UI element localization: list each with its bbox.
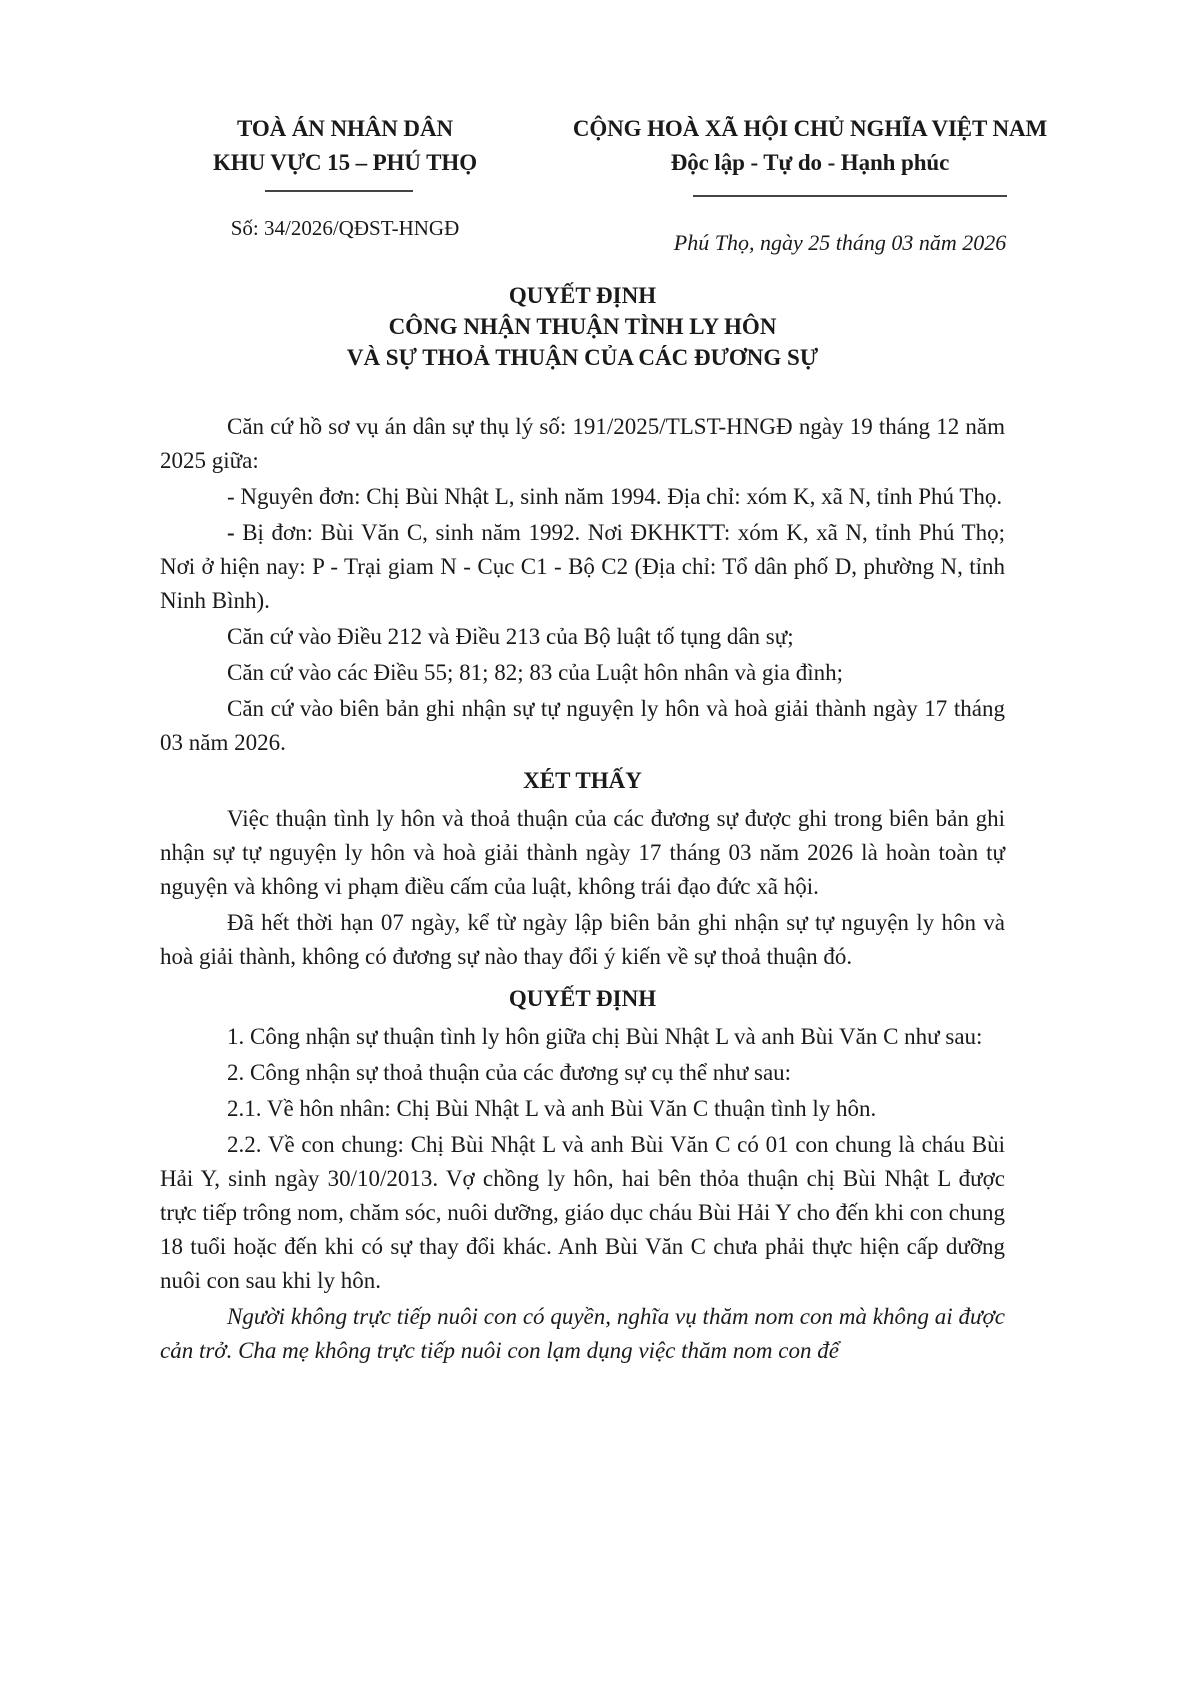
document-body [160, 410, 1005, 1370]
court-header-underline [265, 190, 413, 192]
national-motto: Độc lập - Tự do - Hạnh phúc [670, 150, 950, 175]
title-line-3: VÀ SỰ THOẢ THUẬN CỦA CÁC ĐƯƠNG SỰ [346, 345, 819, 370]
legal-basis-2: Căn cứ vào các Điều 55; 81; 82; 83 của Luật hôn nhân và gia đình; [227, 660, 844, 685]
document-number: Số: 34/2026/QĐST-HNGĐ [230, 216, 460, 240]
place-date: Phú Thọ, ngày 25 tháng 03 năm 2026 [673, 230, 1007, 255]
decision-item-1: 1. Công nhận sự thuận tình ly hôn giữa chị Bùi Nhật L và anh Bùi Văn C như sau: [227, 1024, 983, 1049]
defendant-dash: - [227, 520, 235, 545]
defendant-text: Bị đơn: Bùi Văn C, sinh năm 1992. Nơi ĐKHKTT: xóm K, xã N, tỉnh Phú Thọ; Nơi ở hiện nay: P - Trại giam N - Cục C1 - Bộ C2 (Địa chỉ: Tổ dân phố D, phường N, tỉnh Ninh Bình). [160, 520, 1005, 613]
title-line-1: QUYẾT ĐỊNH [508, 283, 657, 308]
national-header [560, 112, 1060, 180]
findings-paragraph-1: Việc thuận tình ly hôn và thoả thuận của các đương sự được ghi trong biên bản ghi nhận sự tự nguyện ly hôn và hoà giải thành ngày 17 tháng 03 năm 2026 là hoàn toàn tự nguyện và không vi phạm điều cấm của luật, không trái đạo đức xã hội. [160, 806, 1005, 899]
findings-paragraph-2: Đã hết thời hạn 07 ngày, kể từ ngày lập biên bản ghi nhận sự tự nguyện ly hôn và hoà giải thành, không có đương sự nào thay đổi ý kiến về sự thoả thuận đó. [160, 910, 1005, 969]
decision-visitation-note: Người không trực tiếp nuôi con có quyền, nghĩa vụ thăm nom con mà không ai được cản trở. Cha mẹ không trực tiếp nuôi con lạm dụng việc thăm nom con để [160, 1304, 1005, 1363]
decision-item-2-2: 2.2. Về con chung: Chị Bùi Nhật L và anh Bùi Văn C có 01 con chung là cháu Bùi Hải Y, sinh ngày 30/10/2013. Vợ chồng ly hôn, hai bên thỏa thuận chị Bùi Nhật L được trực tiếp trông nom, chăm sóc, nuôi dưỡng, giáo dục cháu Bùi Hải Y cho đến khi con chung 18 tuổi hoặc đến khi có sự thay đổi khác. Anh Bùi Văn C chưa phải thực hiện cấp dưỡng nuôi con sau khi ly hôn. [160, 1132, 1005, 1293]
court-region: KHU VỰC 15 – PHÚ THỌ [212, 150, 477, 175]
decision-heading: QUYẾT ĐỊNH [508, 986, 657, 1011]
legal-basis-1: Căn cứ vào Điều 212 và Điều 213 của Bộ luật tố tụng dân sự; [227, 624, 794, 649]
decision-item-2-1: 2.1. Về hôn nhân: Chị Bùi Nhật L và anh Bùi Văn C thuận tình ly hôn. [227, 1096, 877, 1121]
court-name: TOÀ ÁN NHÂN DÂN [237, 116, 453, 141]
preamble-defendant [160, 516, 1005, 618]
title-line-2: CÔNG NHẬN THUẬN TÌNH LY HÔN [388, 314, 777, 339]
legal-basis-3: Căn cứ vào biên bản ghi nhận sự tự nguyện ly hôn và hoà giải thành ngày 17 tháng 03 năm 2026. [160, 696, 1005, 755]
court-header [200, 112, 490, 180]
findings-heading: XÉT THẤY [523, 768, 642, 793]
national-title: CỘNG HOÀ XÃ HỘI CHỦ NGHĨA VIỆT NAM [572, 116, 1048, 141]
document-title [160, 280, 1005, 373]
decision-item-2: 2. Công nhận sự thoả thuận của các đương sự cụ thể như sau: [227, 1060, 792, 1085]
national-header-underline [693, 195, 1007, 197]
preamble-plaintiff: - Nguyên đơn: Chị Bùi Nhật L, sinh năm 1994. Địa chỉ: xóm K, xã N, tỉnh Phú Thọ. [227, 484, 1003, 509]
preamble-case-file: Căn cứ hồ sơ vụ án dân sự thụ lý số: 191/2025/TLST-HNGĐ ngày 19 tháng 12 năm 2025 giữa: [160, 414, 1005, 473]
